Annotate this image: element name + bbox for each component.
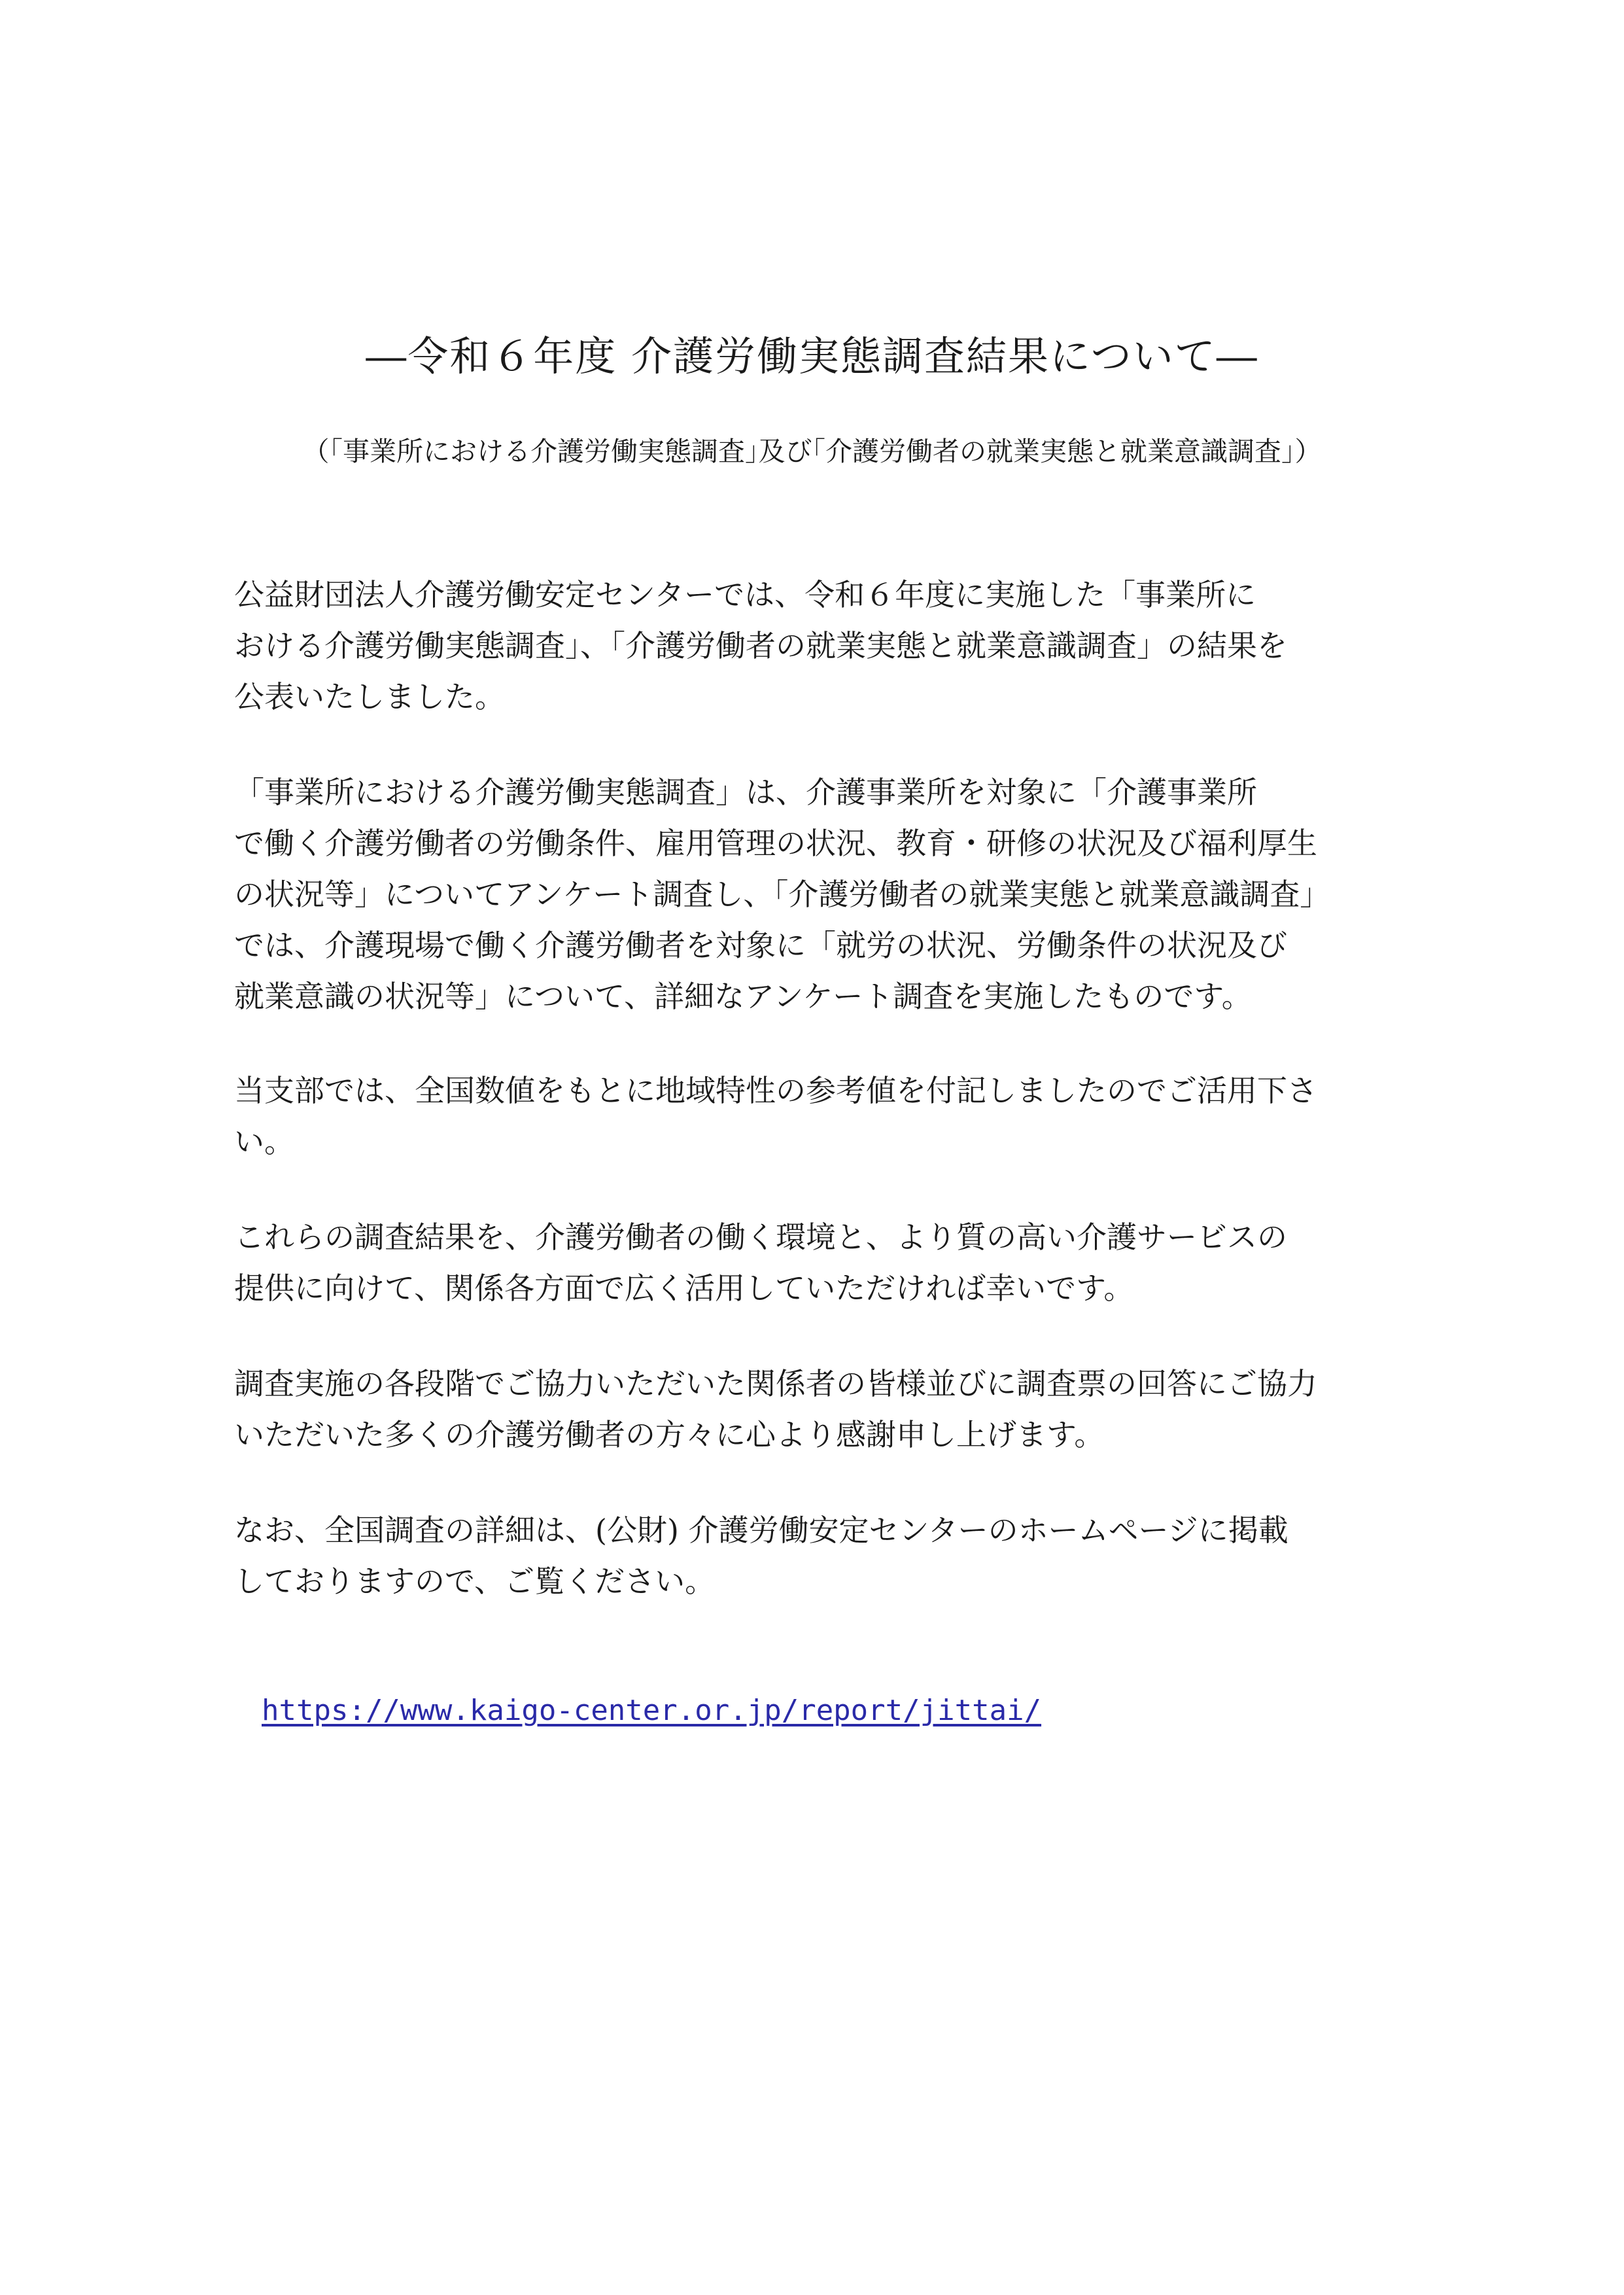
paragraph-acknowledgement bbox=[234, 1358, 1457, 1460]
paragraph-line: 提供に向けて、関係各方面で広く活用していただければ幸いです。 bbox=[234, 1270, 1134, 1306]
paragraph-line: い。 bbox=[234, 1124, 294, 1159]
paragraph-line: いただいた多くの介護労働者の方々に心より感謝申し上げます。 bbox=[234, 1417, 1105, 1452]
paragraph-line: 公益財団法人介護労働安定センターでは、令和６年度に実施した「事業所に bbox=[234, 577, 1256, 612]
paragraph-line: では、介護現場で働く介護労働者を対象に「就労の状況、労働条件の状況及び bbox=[234, 928, 1287, 963]
paragraph-line: 「事業所における介護労働実態調査」は、介護事業所を対象に「介護事業所 bbox=[234, 775, 1257, 810]
paragraph-line: 調査実施の各段階でご協力いただいた関係者の皆様並びに調査票の回答にご協力 bbox=[234, 1366, 1317, 1401]
paragraph-announcement bbox=[234, 569, 1457, 722]
paragraph-line: これらの調査結果を、介護労働者の働く環境と、より質の高い介護サービスの bbox=[234, 1219, 1287, 1255]
paragraph-line: 公表いたしました。 bbox=[234, 679, 505, 714]
report-link[interactable]: https://www.kaigo-center.or.jp/report/jittai/ bbox=[262, 1694, 1042, 1727]
paragraph-line: の状況等」についてアンケート調査し、｢介護労働者の就業実態と就業意識調査」 bbox=[234, 877, 1330, 912]
report-link-container bbox=[262, 1691, 1041, 1730]
document-subtitle: （｢事業所における介護労働実態調査｣及び｢介護労働者の就業実態と就業意識調査｣） bbox=[302, 436, 1322, 467]
paragraph-survey-description bbox=[234, 767, 1457, 1022]
document-title: ―令和６年度 介護労働実態調査結果について― bbox=[366, 332, 1258, 380]
paragraph-usage-request bbox=[234, 1212, 1457, 1314]
paragraph-line: で働く介護労働者の労働条件、雇用管理の状況、教育・研修の状況及び福利厚生 bbox=[234, 826, 1317, 861]
paragraph-line: 当支部では、全国数値をもとに地域特性の参考値を付記しましたのでご活用下さ bbox=[234, 1073, 1317, 1108]
paragraph-branch-note bbox=[234, 1065, 1457, 1167]
paragraph-line: なお、全国調査の詳細は、(公財) 介護労働安定センターのホームページに掲載 bbox=[234, 1513, 1288, 1548]
paragraph-details-reference bbox=[234, 1505, 1457, 1607]
paragraph-line: おける介護労働実態調査｣、｢介護労働者の就業実態と就業意識調査」の結果を bbox=[234, 628, 1287, 663]
paragraph-line: 就業意識の状況等」について、詳細なアンケート調査を実施したものです。 bbox=[234, 979, 1252, 1014]
paragraph-line: しておりますので、ご覧ください。 bbox=[234, 1564, 716, 1599]
